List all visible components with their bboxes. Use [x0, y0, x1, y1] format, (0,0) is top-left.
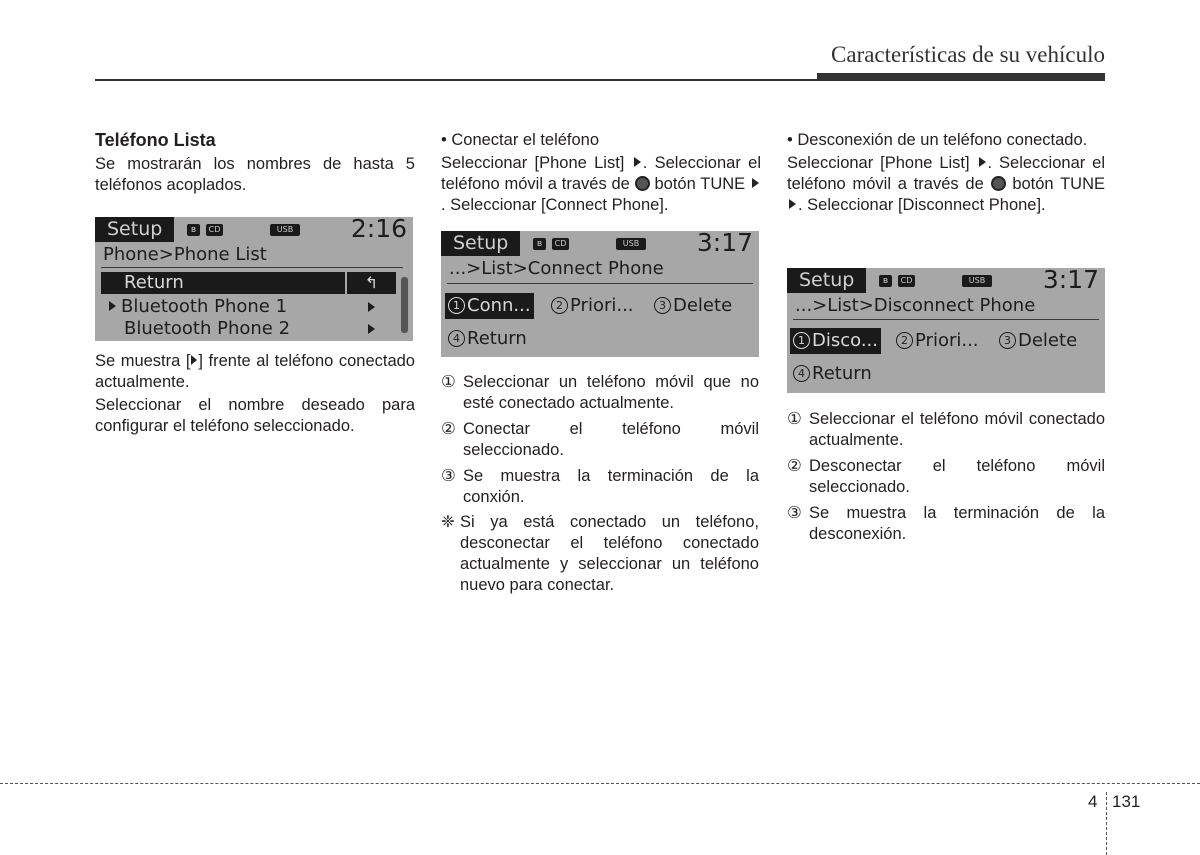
- phone-list-screen: [95, 217, 413, 341]
- setup-label: Setup: [95, 217, 174, 242]
- bluetooth-icon: ʙ: [879, 275, 892, 287]
- step-3: ③ Se muestra la terminación de la desconexión.: [787, 504, 1105, 543]
- cd-icon: CD: [552, 238, 569, 250]
- bluetooth-icon: ʙ: [533, 238, 546, 250]
- option-priority[interactable]: 2 Priori...: [896, 330, 979, 352]
- usb-icon: USB: [270, 224, 300, 236]
- setup-label: Setup: [441, 231, 520, 256]
- bullet-heading: • Desconexión de un teléfono conectado.: [787, 131, 1088, 149]
- footer-divider: [0, 783, 1200, 784]
- clock-time: 2:16: [350, 217, 407, 243]
- column-phone-list-notes: [95, 351, 415, 437]
- arrow-icon: [752, 178, 759, 188]
- connected-note: Se muestra [ ] frente al teléfono conectado actualmente.: [95, 352, 415, 391]
- arrow-icon: [789, 199, 796, 209]
- tune-knob-icon: [635, 176, 650, 191]
- cd-icon: CD: [206, 224, 223, 236]
- path-divider: [447, 283, 753, 284]
- option-delete[interactable]: 3 Delete: [654, 295, 732, 317]
- chapter-number: 4: [1088, 792, 1098, 811]
- column-disconnect: [787, 130, 1105, 216]
- list-item-phone-1[interactable]: [109, 296, 287, 318]
- list-item-phone-2[interactable]: [124, 318, 290, 340]
- select-note: Seleccionar el nombre deseado para configurar el teléfono seleccionado.: [95, 396, 415, 435]
- step-1: ① Seleccionar el teléfono móvil conectado actualmente.: [787, 410, 1105, 449]
- list-item-label: Bluetooth Phone 1: [121, 296, 288, 317]
- scrollbar[interactable]: [401, 277, 408, 333]
- section-title: Teléfono Lista: [95, 130, 216, 150]
- screen-path: ...>List>Connect Phone: [449, 258, 664, 279]
- play-icon: [191, 355, 197, 365]
- step-2: ② Desconectar el teléfono móvil seleccionado.: [787, 457, 1105, 496]
- option-disconnect[interactable]: 1 Disco...: [790, 328, 881, 354]
- cd-icon: CD: [898, 275, 915, 287]
- return-icon[interactable]: ↰: [347, 272, 396, 294]
- header-bar: [817, 73, 1105, 81]
- tune-knob-icon: [991, 176, 1006, 191]
- connect-note: ❈ Si ya está conectado un teléfono, desconectar el teléfono conectado actualmente y seleccionar un teléfono nuevo para conectar.: [441, 513, 759, 594]
- bullet-heading: • Conectar el teléfono: [441, 131, 600, 149]
- option-return[interactable]: 4 Return: [793, 363, 872, 385]
- list-item-return[interactable]: [101, 272, 345, 294]
- usb-icon: USB: [616, 238, 646, 250]
- column-phone-list: [95, 130, 415, 196]
- instructions: Seleccionar [Phone List] . Seleccionar el teléfono móvil a través de botón TUNE . Seleccionar [Disconnect Phone].: [787, 154, 1105, 214]
- arrow-icon: [979, 157, 986, 167]
- connect-steps: [441, 370, 759, 596]
- footer-page-divider: [1106, 792, 1107, 855]
- option-priority[interactable]: 2 Priori...: [551, 295, 634, 317]
- clock-time: 3:17: [1042, 268, 1099, 294]
- screen-path: ...>List>Disconnect Phone: [795, 295, 1036, 316]
- path-divider: [793, 319, 1099, 320]
- column-connect: [441, 130, 761, 216]
- page-header-title: Características de su vehículo: [831, 42, 1105, 67]
- step-1: ① Seleccionar un teléfono móvil que no esté conectado actualmente.: [441, 373, 759, 412]
- list-item-label: Return: [124, 272, 184, 293]
- list-item-label: Bluetooth Phone 2: [124, 318, 291, 339]
- chevron-right-icon: [368, 324, 375, 334]
- option-return[interactable]: 4 Return: [448, 328, 527, 350]
- step-3: ③ Se muestra la terminación de la conxión.: [441, 467, 759, 506]
- clock-time: 3:17: [696, 231, 753, 257]
- connected-marker-icon: [109, 301, 116, 311]
- chevron-right-icon: [368, 302, 375, 312]
- bluetooth-icon: ʙ: [187, 224, 200, 236]
- option-delete[interactable]: 3 Delete: [999, 330, 1077, 352]
- header-rule: [95, 79, 817, 81]
- disconnect-phone-screen: [787, 268, 1105, 393]
- page-number: 131: [1112, 792, 1141, 811]
- step-2: ② Conectar el teléfono móvil seleccionado.: [441, 420, 759, 459]
- option-connect[interactable]: 1 Conn...: [445, 293, 534, 319]
- arrow-icon: [634, 157, 641, 167]
- disconnect-steps: [787, 407, 1105, 545]
- intro-text: Se mostrarán los nombres de hasta 5 teléfonos acoplados.: [95, 155, 415, 194]
- path-divider: [101, 267, 403, 268]
- setup-label: Setup: [787, 268, 866, 293]
- usb-icon: USB: [962, 275, 992, 287]
- screen-path: Phone>Phone List: [103, 244, 267, 265]
- connect-phone-screen: [441, 231, 759, 357]
- instructions: Seleccionar [Phone List] . Seleccionar el teléfono móvil a través de botón TUNE . Seleccionar [Connect Phone].: [441, 154, 761, 214]
